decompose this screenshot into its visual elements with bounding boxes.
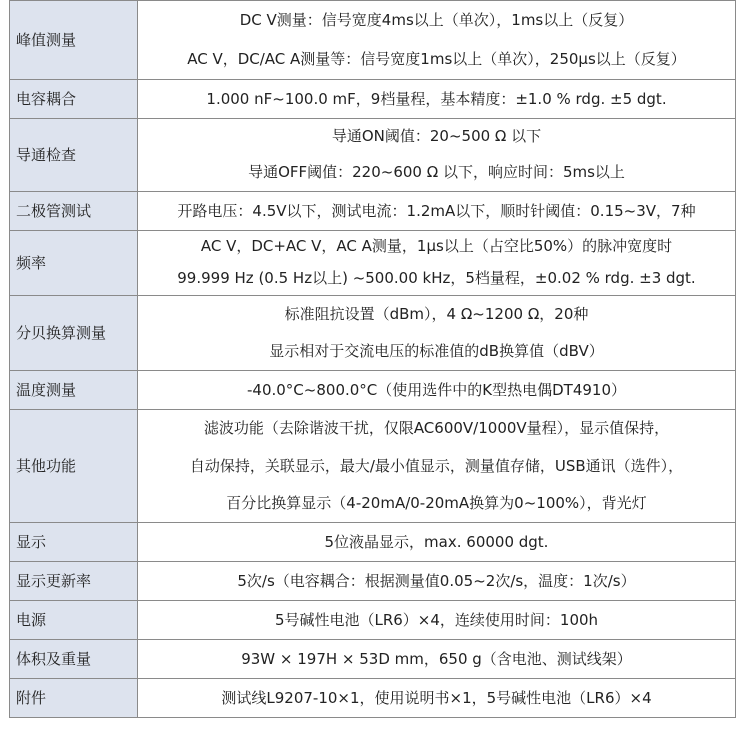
spec-value-line: 5号碱性电池（LR6）×4，连续使用时间：100h [274, 611, 599, 629]
spec-row [10, 523, 736, 562]
spec-value-line: 开路电压：4.5V以下，测试电流：1.2mA以下，顺时针阈值：0.15~3V，7种 [177, 202, 696, 220]
spec-label: 分贝换算测量 [10, 296, 138, 371]
spec-label: 峰值测量 [10, 1, 138, 80]
spec-label: 显示 [10, 523, 138, 562]
spec-label: 导通检查 [10, 119, 138, 192]
spec-value [138, 231, 736, 296]
spec-value-line: 5次/s（电容耦合：根据测量值0.05~2次/s，温度：1次/s） [237, 572, 636, 590]
spec-value-line: 99.999 Hz (0.5 Hz以上) ~500.00 kHz，5档量程，±0.02 % rdg. ±3 dgt. [177, 269, 696, 287]
spec-value-line: 百分比换算显示（4-20mA/0-20mA换算为0~100%），背光灯 [226, 494, 647, 512]
spec-row [10, 640, 736, 679]
spec-label: 其他功能 [10, 410, 138, 523]
spec-value-line: 测试线L9207-10×1，使用说明书×1，5号碱性电池（LR6）×4 [221, 689, 652, 707]
spec-row [10, 119, 736, 192]
spec-value-line: DC V测量：信号宽度4ms以上（单次），1ms以上（反复） [239, 11, 634, 29]
spec-row [10, 601, 736, 640]
spec-value [138, 80, 736, 119]
spec-value [138, 562, 736, 601]
spec-row [10, 679, 736, 718]
spec-value-line: 导通OFF阈值：220~600 Ω 以下，响应时间：5ms以上 [248, 163, 625, 181]
spec-value-line: 5位液晶显示，max. 60000 dgt. [324, 533, 549, 551]
spec-row [10, 371, 736, 410]
spec-value-line: AC V，DC/AC A测量等：信号宽度1ms以上（单次），250μs以上（反复） [187, 50, 686, 68]
spec-label: 附件 [10, 679, 138, 718]
spec-row [10, 1, 736, 80]
spec-table-body [10, 1, 736, 718]
spec-label: 二极管测试 [10, 192, 138, 231]
spec-row [10, 231, 736, 296]
spec-label: 电源 [10, 601, 138, 640]
spec-label: 频率 [10, 231, 138, 296]
spec-value-line: 自动保持，关联显示，最大/最小值显示，测量值存储，USB通讯（选件）， [189, 457, 684, 475]
spec-value [138, 119, 736, 192]
spec-value [138, 371, 736, 410]
spec-value [138, 1, 736, 80]
spec-label: 体积及重量 [10, 640, 138, 679]
spec-value-line: 93W × 197H × 53D mm，650 g（含电池、测试线架） [241, 650, 632, 668]
spec-value [138, 601, 736, 640]
spec-value [138, 523, 736, 562]
spec-label: 温度测量 [10, 371, 138, 410]
spec-row [10, 80, 736, 119]
spec-value-line: AC V，DC+AC V，AC A测量，1μs以上（占空比50%）的脉冲宽度时 [200, 237, 673, 255]
spec-table [9, 0, 736, 718]
spec-row [10, 296, 736, 371]
spec-value-line: 导通ON阈值：20~500 Ω 以下 [331, 127, 542, 145]
spec-value-line: 1.000 nF~100.0 mF，9档量程，基本精度：±1.0 % rdg. ±5 dgt. [206, 90, 667, 108]
spec-value [138, 410, 736, 523]
spec-row [10, 410, 736, 523]
spec-row [10, 192, 736, 231]
spec-value-line: 标准阻抗设置（dBm），4 Ω~1200 Ω，20种 [284, 305, 589, 323]
spec-label: 电容耦合 [10, 80, 138, 119]
spec-value-line: -40.0°C~800.0°C（使用选件中的K型热电偶DT4910） [247, 381, 626, 399]
spec-value-line: 滤波功能（去除谐波干扰，仅限AC600V/1000V量程），显示值保持， [203, 419, 670, 437]
spec-value [138, 296, 736, 371]
spec-label: 显示更新率 [10, 562, 138, 601]
spec-table-container [9, 0, 736, 718]
spec-value-line: 显示相对于交流电压的标准值的dB换算值（dBV） [269, 342, 604, 360]
spec-value [138, 640, 736, 679]
spec-value [138, 192, 736, 231]
spec-value [138, 679, 736, 718]
spec-row [10, 562, 736, 601]
